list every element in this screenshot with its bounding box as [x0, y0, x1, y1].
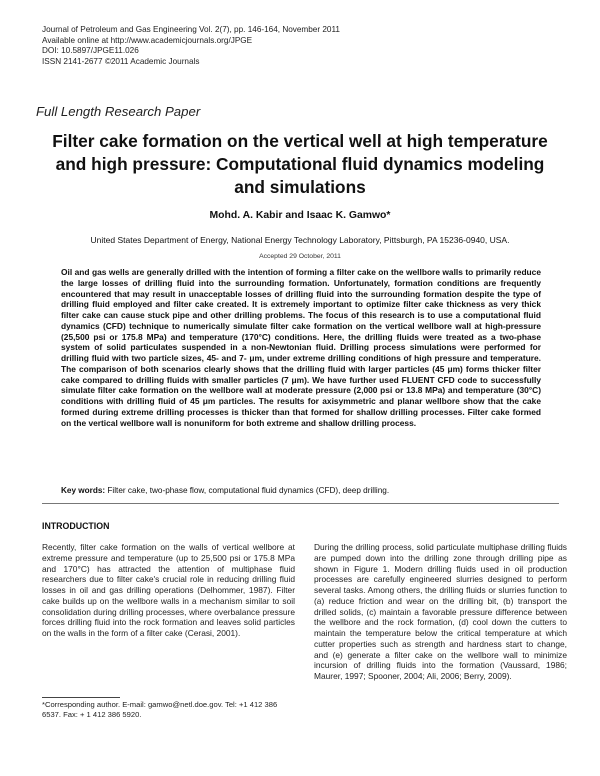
- keywords-label: Key words:: [61, 486, 106, 495]
- authors: Mohd. A. Kabir and Isaac K. Gamwo*: [209, 210, 391, 221]
- introduction-right-column: During the drilling process, solid particulate multiphase drilling fluids are pumped down into the drilling zone through drilling pipe as shown in Figure 1. Modern drilling fluids used in oil production processes are carefully engineered slurries designed to perform several tasks. Among others, the drilling fluids or slurries function to (a) reduce friction and wear on the drilling bit, (b) transport the drilled solids, (c) maintain a favorable pressure difference between the wellbore and the rock formation, (d) cool down the cutters to maintain the temperature below the critical temperature at which cutter properties such as strength and hardness start to change, and (e) generate a filter cake on the wellbore wall to minimize incursion of drilling fluids into the formation (Vaussard, 1986; Maurer, 1997; Spooner, 2004; Ali, 2006; Berry, 2009).: [314, 542, 567, 681]
- introduction-heading: INTRODUCTION: [42, 521, 110, 531]
- section-divider: [42, 503, 559, 504]
- paper-type: Full Length Research Paper: [36, 104, 201, 119]
- journal-doi: DOI: 10.5897/JPGE11.026: [42, 46, 139, 56]
- introduction-left-column: Recently, filter cake formation on the walls of vertical wellbore at extreme pressure and temperature (up to 25,500 psi or 175.8 MPa and 170°C) has attracted the attention of multiphase fluid researchers due to filter cake's crucial role in reducing drilling fluid losses in oil and gas drilling operations (Delhommer, 1987). Filter cake builds up on the wellbore walls in a mechanism similar to soil consolidation during drilling processes, where overbalance pressure forces drilling fluid into the rock formation and leaves solid particles on the walls in the form of a filter cake (Cerasi, 2001).: [42, 542, 295, 638]
- journal-issn: ISSN 2141-2677 ©2011 Academic Journals: [42, 56, 200, 66]
- keywords: [61, 486, 541, 495]
- journal-info: [42, 25, 340, 67]
- corresponding-author-footnote: *Corresponding author. E-mail: gamwo@netl.doe.gov. Tel: +1 412 386 6537. Fax: + 1 412 386 5920.: [42, 700, 278, 719]
- affiliation: United States Department of Energy, National Energy Technology Laboratory, Pittsburgh, PA 15236-0940, USA.: [90, 235, 510, 245]
- footnote-rule: [42, 697, 120, 698]
- journal-url: Available online at http://www.academicjournals.org/JPGE: [42, 35, 253, 45]
- journal-citation: Journal of Petroleum and Gas Engineering Vol. 2(7), pp. 146-164, November 2011: [42, 25, 340, 34]
- accepted-date: Accepted 29 October, 2011: [259, 253, 341, 260]
- abstract: Oil and gas wells are generally drilled with the intention of forming a filter cake on the wellbore walls to primarily reduce the large losses of drilling fluid into the surrounding formation. Unfortunately, formation conditions are frequently encountered that may result in unacceptable losses of drilling fluid into the surrounding formation despite the type of drilling fluid employed and filter cake created. It is extremely important to optimize filter cake thickness as very thick filter cake can cause stuck pipe and other drilling problems. The focus of this research is to use a computational fluid dynamics (CFD) technique to numerically simulate filter cake formation on the vertical wellbore wall at high-pressure (25,500 psi or 175.8 MPa) and temperature (170°C) conditions. Here, the drilling fluids were treated as a two-phase system of solid particulates suspended in a non-Newtonian fluid. Drilling process simulations were performed for drilling fluid with two particle sizes, 45- and 7- μm, under extreme drilling conditions of high pressure and temperature. The comparison of both scenarios clearly shows that the drilling fluid with larger particles (45 μm) forms thicker filter cake compared to drilling fluids with smaller particles (7 μm). We have further used FLUENT CFD code to successfully simulate filter cake formation on the wellbore wall at moderate pressure (2,000 psi or 13.8 MPa) and temperature (30°C) conditions with drilling fluid of 45 μm particles. The results for axisymmetric and planar wellbore show that the cake formed during extreme drilling processes is thicker than that formed for shallow drilling processes. Filter cake formed on the vertical wellbore wall is nonuniform for both extreme and shallow drilling process.: [61, 267, 541, 428]
- keywords-text: Filter cake, two-phase flow, computational fluid dynamics (CFD), deep drilling.: [107, 486, 390, 495]
- paper-title: Filter cake formation on the vertical well at high temperature and high pressure: Computational fluid dynamics modeling and simulations: [52, 131, 548, 197]
